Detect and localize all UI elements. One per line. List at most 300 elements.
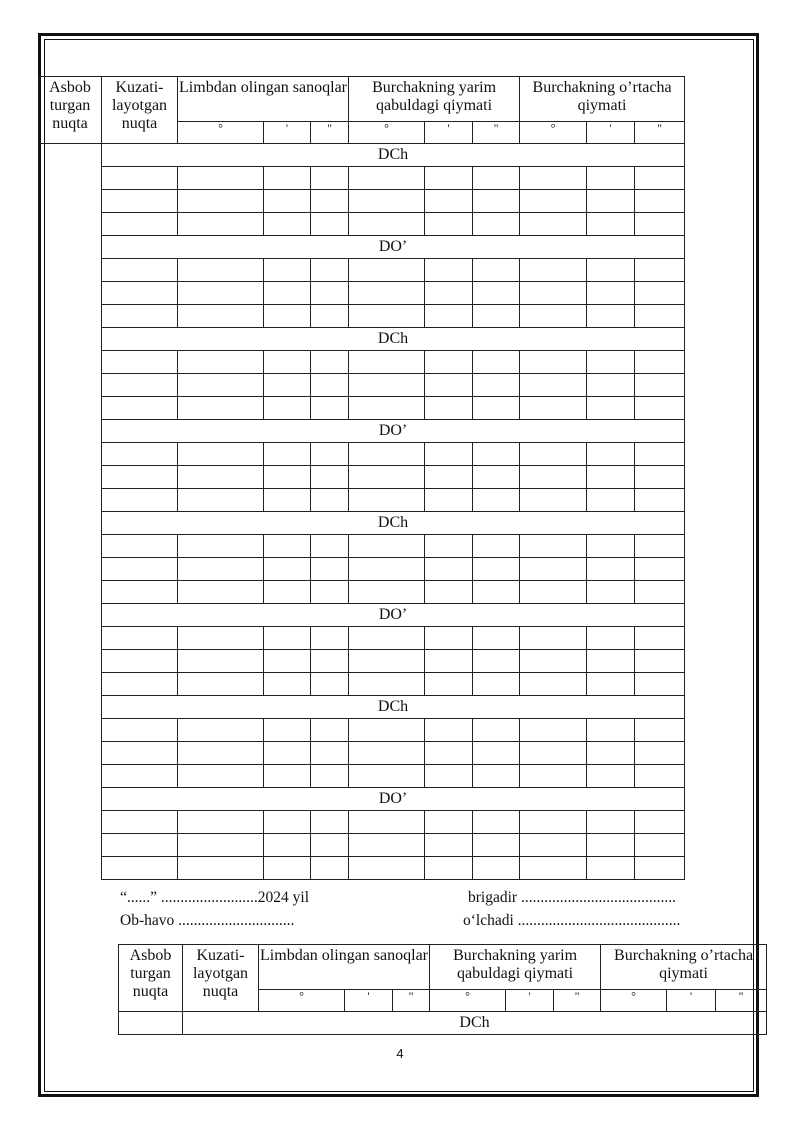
data-cell [635, 167, 685, 190]
data-cell [349, 673, 425, 696]
data-cell [311, 627, 349, 650]
data-cell [264, 558, 311, 581]
data-cell [520, 650, 587, 673]
data-cell [349, 213, 425, 236]
data-row [39, 190, 685, 213]
header-half-set-angle: Burchakning yarim qabuldagi qiymati [349, 77, 520, 122]
data-cell [178, 811, 264, 834]
data-cell [587, 259, 635, 282]
unit-seconds: " [311, 122, 349, 144]
data-cell [102, 627, 178, 650]
data-cell [473, 765, 520, 788]
header-row [39, 77, 685, 122]
data-cell [178, 190, 264, 213]
data-cell [425, 443, 473, 466]
unit-minutes: ' [506, 990, 554, 1012]
data-cell [635, 765, 685, 788]
data-cell [473, 351, 520, 374]
data-cell [102, 535, 178, 558]
data-cell [178, 834, 264, 857]
data-cell [587, 558, 635, 581]
data-cell [264, 489, 311, 512]
data-cell [311, 397, 349, 420]
data-cell [264, 834, 311, 857]
data-cell [311, 282, 349, 305]
data-cell [178, 673, 264, 696]
data-cell [102, 374, 178, 397]
data-cell [264, 627, 311, 650]
data-cell [473, 167, 520, 190]
data-cell [635, 535, 685, 558]
data-cell [102, 259, 178, 282]
data-cell [178, 627, 264, 650]
data-cell [520, 558, 587, 581]
data-cell [264, 213, 311, 236]
data-row [39, 535, 685, 558]
data-cell [264, 535, 311, 558]
data-cell [178, 259, 264, 282]
data-row [39, 397, 685, 420]
data-cell [635, 259, 685, 282]
data-cell [473, 811, 520, 834]
data-cell [520, 673, 587, 696]
data-cell [587, 834, 635, 857]
data-cell [520, 167, 587, 190]
station-cell [39, 144, 102, 328]
section-label: DCh [102, 328, 685, 351]
data-cell [349, 259, 425, 282]
data-cell [520, 443, 587, 466]
data-cell [264, 581, 311, 604]
unit-degrees: ° [259, 990, 345, 1012]
data-cell [635, 213, 685, 236]
data-cell [520, 719, 587, 742]
header-half-set-angle: Burchakning yarim qabuldagi qiymati [430, 945, 601, 990]
data-cell [311, 535, 349, 558]
data-cell [473, 742, 520, 765]
observation-table [38, 76, 685, 880]
data-cell [520, 765, 587, 788]
data-cell [635, 857, 685, 880]
data-cell [264, 650, 311, 673]
data-row [39, 742, 685, 765]
data-cell [264, 374, 311, 397]
data-row [39, 719, 685, 742]
unit-seconds: " [635, 122, 685, 144]
data-row [39, 627, 685, 650]
data-cell [587, 627, 635, 650]
data-cell [635, 305, 685, 328]
data-cell [311, 466, 349, 489]
data-cell [520, 489, 587, 512]
header-row [119, 945, 767, 990]
data-row [39, 650, 685, 673]
data-cell [587, 581, 635, 604]
data-cell [178, 213, 264, 236]
data-cell [264, 397, 311, 420]
data-cell [311, 558, 349, 581]
data-cell [587, 213, 635, 236]
data-cell [587, 673, 635, 696]
section-row [39, 328, 685, 351]
data-cell [425, 466, 473, 489]
data-cell [425, 811, 473, 834]
data-cell [311, 581, 349, 604]
header-station: Asbob turgan nuqta [39, 77, 102, 144]
data-cell [311, 650, 349, 673]
data-cell [178, 351, 264, 374]
header-target: Kuzati-layotgan nuqta [183, 945, 259, 1012]
section-row [39, 420, 685, 443]
data-cell [349, 374, 425, 397]
station-cell [119, 1012, 183, 1035]
data-cell [102, 558, 178, 581]
data-cell [264, 466, 311, 489]
data-cell [520, 857, 587, 880]
data-cell [520, 535, 587, 558]
page-number: 4 [396, 1046, 404, 1061]
data-cell [635, 811, 685, 834]
data-cell [102, 190, 178, 213]
data-cell [102, 489, 178, 512]
data-cell [587, 466, 635, 489]
data-cell [520, 351, 587, 374]
data-cell [349, 351, 425, 374]
data-cell [473, 834, 520, 857]
data-cell [178, 558, 264, 581]
data-cell [102, 581, 178, 604]
next-observation-table [118, 944, 767, 1035]
data-cell [311, 213, 349, 236]
data-cell [311, 259, 349, 282]
data-row [39, 673, 685, 696]
data-cell [587, 305, 635, 328]
data-cell [587, 811, 635, 834]
section-row [39, 144, 685, 167]
data-cell [349, 558, 425, 581]
data-cell [425, 282, 473, 305]
data-cell [178, 489, 264, 512]
data-cell [102, 811, 178, 834]
unit-minutes: ' [667, 990, 716, 1012]
data-cell [425, 259, 473, 282]
data-cell [102, 466, 178, 489]
data-cell [349, 535, 425, 558]
station-cell [39, 512, 102, 696]
data-cell [178, 167, 264, 190]
data-cell [349, 581, 425, 604]
data-cell [473, 857, 520, 880]
data-cell [473, 719, 520, 742]
unit-minutes: ' [345, 990, 393, 1012]
data-cell [264, 857, 311, 880]
data-cell [520, 190, 587, 213]
data-row [39, 167, 685, 190]
data-cell [425, 834, 473, 857]
data-cell [102, 765, 178, 788]
data-cell [102, 673, 178, 696]
data-cell [587, 857, 635, 880]
data-row [39, 558, 685, 581]
data-cell [635, 673, 685, 696]
data-cell [520, 282, 587, 305]
data-cell [264, 443, 311, 466]
data-row [39, 811, 685, 834]
section-label: DCh [183, 1012, 767, 1035]
data-cell [349, 397, 425, 420]
data-cell [473, 259, 520, 282]
unit-seconds: " [716, 990, 767, 1012]
data-cell [425, 374, 473, 397]
data-cell [311, 305, 349, 328]
data-cell [311, 374, 349, 397]
data-cell [264, 259, 311, 282]
section-row [39, 788, 685, 811]
data-cell [311, 742, 349, 765]
data-cell [264, 167, 311, 190]
data-cell [425, 558, 473, 581]
data-cell [425, 857, 473, 880]
data-cell [102, 351, 178, 374]
data-row [39, 834, 685, 857]
data-cell [425, 535, 473, 558]
data-cell [349, 811, 425, 834]
data-cell [587, 535, 635, 558]
data-cell [425, 719, 473, 742]
station-cell [39, 696, 102, 880]
data-cell [587, 742, 635, 765]
data-cell [587, 719, 635, 742]
unit-seconds: " [473, 122, 520, 144]
data-cell [473, 374, 520, 397]
data-cell [635, 351, 685, 374]
section-row [39, 512, 685, 535]
data-cell [587, 765, 635, 788]
data-row [39, 857, 685, 880]
data-cell [635, 650, 685, 673]
data-cell [102, 857, 178, 880]
section-label: DCh [102, 512, 685, 535]
data-cell [473, 305, 520, 328]
data-cell [473, 581, 520, 604]
data-cell [102, 742, 178, 765]
data-cell [473, 558, 520, 581]
data-cell [425, 765, 473, 788]
data-cell [425, 581, 473, 604]
data-cell [102, 305, 178, 328]
data-cell [473, 466, 520, 489]
data-row [39, 259, 685, 282]
data-cell [425, 627, 473, 650]
data-cell [264, 282, 311, 305]
data-cell [311, 167, 349, 190]
data-cell [349, 466, 425, 489]
data-cell [102, 397, 178, 420]
data-cell [349, 834, 425, 857]
data-row [39, 466, 685, 489]
data-cell [178, 742, 264, 765]
header-mean-angle: Burchakning o’rtacha qiymati [601, 945, 767, 990]
unit-degrees: ° [430, 990, 506, 1012]
data-row [39, 305, 685, 328]
data-cell [520, 627, 587, 650]
data-cell [264, 719, 311, 742]
data-cell [311, 765, 349, 788]
data-cell [635, 719, 685, 742]
data-cell [473, 535, 520, 558]
data-cell [264, 351, 311, 374]
data-cell [473, 673, 520, 696]
header-limb-readings: Limbdan olingan sanoqlar [259, 945, 430, 990]
data-cell [349, 650, 425, 673]
data-cell [349, 765, 425, 788]
data-cell [587, 374, 635, 397]
unit-minutes: ' [425, 122, 473, 144]
data-cell [635, 489, 685, 512]
section-row [39, 604, 685, 627]
data-row [39, 351, 685, 374]
data-cell [349, 305, 425, 328]
data-cell [520, 397, 587, 420]
data-cell [178, 374, 264, 397]
data-cell [520, 581, 587, 604]
data-cell [635, 443, 685, 466]
data-cell [311, 811, 349, 834]
data-cell [311, 351, 349, 374]
data-cell [178, 535, 264, 558]
data-cell [520, 466, 587, 489]
data-cell [102, 282, 178, 305]
unit-minutes: ' [587, 122, 635, 144]
section-label: DO’ [102, 604, 685, 627]
data-cell [425, 489, 473, 512]
data-cell [473, 627, 520, 650]
data-cell [264, 190, 311, 213]
data-cell [311, 719, 349, 742]
data-cell [587, 190, 635, 213]
data-cell [587, 282, 635, 305]
data-cell [102, 650, 178, 673]
data-cell [178, 305, 264, 328]
station-cell [39, 328, 102, 512]
data-row [39, 581, 685, 604]
data-cell [178, 719, 264, 742]
header-target: Kuzati-layotgan nuqta [102, 77, 178, 144]
data-cell [635, 374, 685, 397]
header-limb-readings: Limbdan olingan sanoqlar [178, 77, 349, 122]
data-cell [473, 282, 520, 305]
data-cell [587, 489, 635, 512]
data-cell [635, 627, 685, 650]
section-label: DO’ [102, 788, 685, 811]
data-cell [520, 305, 587, 328]
data-cell [102, 213, 178, 236]
data-cell [587, 167, 635, 190]
section-row [39, 696, 685, 719]
data-cell [311, 489, 349, 512]
olchadi-line: o‘lchadi .......................................... [463, 912, 681, 929]
data-cell [425, 650, 473, 673]
data-cell [473, 397, 520, 420]
section-label: DCh [102, 144, 685, 167]
data-cell [349, 190, 425, 213]
data-cell [311, 443, 349, 466]
data-cell [635, 834, 685, 857]
data-cell [520, 811, 587, 834]
data-cell [178, 765, 264, 788]
data-cell [520, 213, 587, 236]
data-cell [473, 443, 520, 466]
data-cell [635, 558, 685, 581]
unit-seconds: " [554, 990, 601, 1012]
data-cell [102, 719, 178, 742]
data-cell [178, 397, 264, 420]
data-cell [587, 443, 635, 466]
data-cell [635, 282, 685, 305]
data-cell [311, 834, 349, 857]
data-cell [635, 190, 685, 213]
data-cell [473, 190, 520, 213]
data-cell [349, 282, 425, 305]
data-cell [425, 742, 473, 765]
data-cell [349, 167, 425, 190]
data-cell [587, 397, 635, 420]
unit-degrees: ° [601, 990, 667, 1012]
data-row [39, 489, 685, 512]
data-cell [178, 650, 264, 673]
data-row [39, 213, 685, 236]
unit-degrees: ° [178, 122, 264, 144]
data-cell [473, 489, 520, 512]
data-cell [425, 213, 473, 236]
data-row [39, 374, 685, 397]
data-cell [264, 811, 311, 834]
data-cell [520, 742, 587, 765]
section-label: DO’ [102, 420, 685, 443]
data-cell [178, 282, 264, 305]
data-cell [473, 650, 520, 673]
data-cell [349, 443, 425, 466]
data-cell [635, 742, 685, 765]
data-row [39, 443, 685, 466]
data-cell [425, 190, 473, 213]
data-cell [587, 351, 635, 374]
section-label: DCh [102, 696, 685, 719]
data-cell [349, 719, 425, 742]
data-cell [264, 305, 311, 328]
data-cell [425, 351, 473, 374]
unit-degrees: ° [349, 122, 425, 144]
data-cell [587, 650, 635, 673]
section-row [119, 1012, 767, 1035]
data-cell [425, 167, 473, 190]
unit-minutes: ' [264, 122, 311, 144]
data-cell [425, 673, 473, 696]
data-row [39, 765, 685, 788]
data-cell [264, 742, 311, 765]
data-cell [178, 857, 264, 880]
section-label: DO’ [102, 236, 685, 259]
data-cell [635, 581, 685, 604]
data-cell [311, 673, 349, 696]
data-cell [102, 834, 178, 857]
data-cell [520, 834, 587, 857]
header-mean-angle: Burchakning o’rtacha qiymati [520, 77, 685, 122]
data-cell [635, 397, 685, 420]
weather-line: Ob-havo .............................. [120, 912, 295, 929]
data-cell [102, 167, 178, 190]
data-cell [178, 581, 264, 604]
